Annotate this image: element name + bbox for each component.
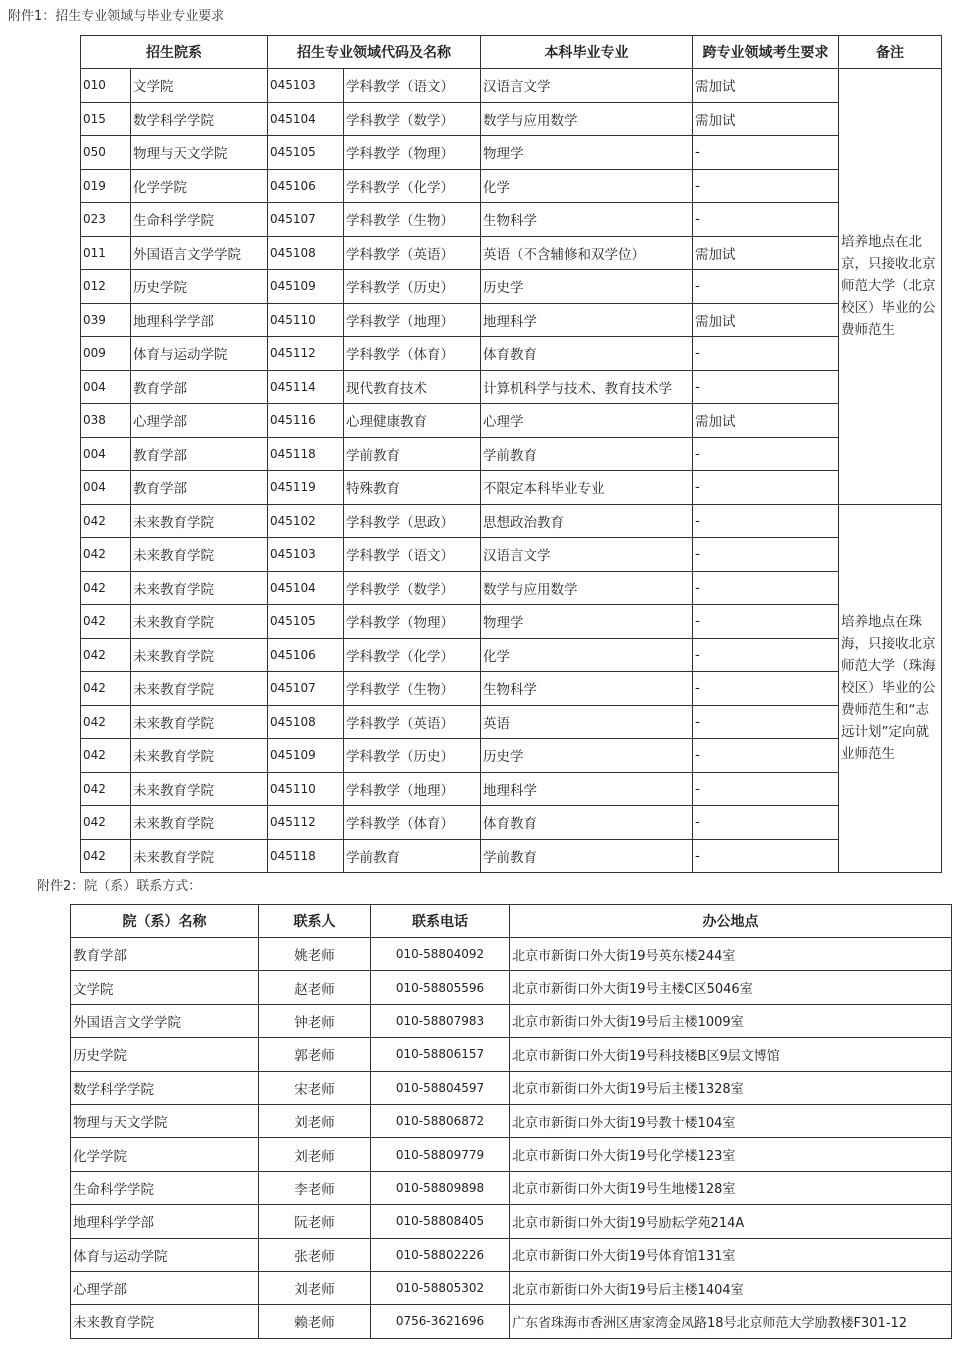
phone-cell: 010-58805596 — [371, 971, 510, 1004]
table-row — [81, 839, 942, 873]
dept-name-cell: 心理学部 — [71, 1271, 259, 1304]
dept-name-cell: 未来教育学院 — [131, 772, 268, 806]
field-name-cell: 学科教学（语文） — [344, 69, 481, 103]
cross-field-requirement-cell: 需加试 — [693, 102, 839, 136]
undergrad-major-cell: 学前教育 — [481, 839, 693, 873]
header-undergrad-major: 本科毕业专业 — [481, 36, 693, 69]
undergrad-major-cell: 生物科学 — [481, 672, 693, 706]
cross-field-requirement-cell: - — [693, 169, 839, 203]
dept-name-cell: 数学科学学院 — [131, 102, 268, 136]
table-row — [81, 672, 942, 706]
header-cross-field-requirement: 跨专业领域考生要求 — [693, 36, 839, 69]
table-row — [81, 404, 942, 438]
dept-name-cell: 未来教育学院 — [131, 839, 268, 873]
dept-name-cell: 化学学院 — [131, 169, 268, 203]
field-code-cell: 045112 — [268, 337, 344, 371]
table-row — [71, 1138, 952, 1171]
dept-code-cell: 038 — [81, 404, 131, 438]
contact-person-cell: 刘老师 — [259, 1104, 371, 1137]
cross-field-requirement-cell: - — [693, 839, 839, 873]
dept-name-cell: 生命科学学院 — [131, 203, 268, 237]
field-code-cell: 045106 — [268, 169, 344, 203]
cross-field-requirement-cell: - — [693, 136, 839, 170]
dept-name-cell: 教育学部 — [71, 938, 259, 971]
dept-code-cell: 042 — [81, 739, 131, 773]
office-address-cell: 北京市新街口外大街19号体育馆131室 — [510, 1238, 952, 1271]
undergrad-major-cell: 汉语言文学 — [481, 69, 693, 103]
table-row — [81, 136, 942, 170]
dept-name-cell: 体育与运动学院 — [131, 337, 268, 371]
table-header-row — [71, 905, 952, 938]
table-row — [71, 1071, 952, 1104]
undergrad-major-cell: 历史学 — [481, 739, 693, 773]
contact-person-cell: 李老师 — [259, 1171, 371, 1204]
table-row — [81, 370, 942, 404]
cross-field-requirement-cell: 需加试 — [693, 404, 839, 438]
dept-name-cell: 外国语言文学学院 — [131, 236, 268, 270]
cross-field-requirement-cell: 需加试 — [693, 69, 839, 103]
table-row — [81, 538, 942, 572]
field-name-cell: 学科教学（体育） — [344, 337, 481, 371]
undergrad-major-cell: 生物科学 — [481, 203, 693, 237]
dept-name-cell: 未来教育学院 — [131, 605, 268, 639]
contact-person-cell: 姚老师 — [259, 938, 371, 971]
dept-code-cell: 004 — [81, 437, 131, 471]
cross-field-requirement-cell: - — [693, 437, 839, 471]
table-row — [81, 337, 942, 371]
cross-field-requirement-cell: - — [693, 772, 839, 806]
table-row — [81, 236, 942, 270]
field-name-cell: 学科教学（历史） — [344, 739, 481, 773]
dept-code-cell: 042 — [81, 638, 131, 672]
field-name-cell: 学科教学（体育） — [344, 806, 481, 840]
dept-name-cell: 未来教育学院 — [131, 538, 268, 572]
dept-name-cell: 文学院 — [71, 971, 259, 1004]
cross-field-requirement-cell: - — [693, 337, 839, 371]
cross-field-requirement-cell: - — [693, 806, 839, 840]
dept-name-cell: 教育学部 — [131, 437, 268, 471]
dept-name-cell: 数学科学学院 — [71, 1071, 259, 1104]
undergrad-major-cell: 汉语言文学 — [481, 538, 693, 572]
table-row — [71, 1171, 952, 1204]
dept-name-cell: 历史学院 — [71, 1038, 259, 1071]
field-code-cell: 045114 — [268, 370, 344, 404]
major-requirements-table — [80, 35, 942, 873]
field-code-cell: 045104 — [268, 571, 344, 605]
dept-code-cell: 042 — [81, 672, 131, 706]
table-row — [81, 772, 942, 806]
undergrad-major-cell: 英语 — [481, 705, 693, 739]
field-code-cell: 045109 — [268, 270, 344, 304]
dept-name-cell: 化学学院 — [71, 1138, 259, 1171]
dept-name-cell: 未来教育学院 — [131, 739, 268, 773]
field-name-cell: 学科教学（英语） — [344, 705, 481, 739]
table-row — [81, 437, 942, 471]
office-address-cell: 广东省珠海市香洲区唐家湾金凤路18号北京师范大学励教楼F301-12 — [510, 1305, 952, 1338]
office-address-cell: 北京市新街口外大街19号励耘学苑214A — [510, 1205, 952, 1238]
table-row — [71, 938, 952, 971]
field-name-cell: 学科教学（数学） — [344, 102, 481, 136]
office-address-cell: 北京市新街口外大街19号化学楼123室 — [510, 1138, 952, 1171]
attachment2-caption: 附件2：院（系）联系方式： — [37, 879, 202, 894]
contact-person-cell: 阮老师 — [259, 1205, 371, 1238]
cross-field-requirement-cell: 需加试 — [693, 303, 839, 337]
field-name-cell: 学科教学（化学） — [344, 638, 481, 672]
table-row — [71, 1205, 952, 1238]
table-row — [71, 1104, 952, 1137]
undergrad-major-cell: 化学 — [481, 169, 693, 203]
dept-name-cell: 未来教育学院 — [71, 1305, 259, 1338]
table-row — [81, 638, 942, 672]
field-code-cell: 045118 — [268, 437, 344, 471]
cross-field-requirement-cell: - — [693, 571, 839, 605]
undergrad-major-cell: 思想政治教育 — [481, 504, 693, 538]
remark-beijing-cell: 培养地点在北京，只接收北京师范大学（北京校区）毕业的公费师范生 — [839, 69, 942, 505]
major-requirements-body — [81, 69, 942, 873]
dept-code-cell: 009 — [81, 337, 131, 371]
office-address-cell: 北京市新街口外大街19号后主楼1328室 — [510, 1071, 952, 1104]
dept-code-cell: 011 — [81, 236, 131, 270]
header-field-code-name: 招生专业领域代码及名称 — [268, 36, 481, 69]
dept-name-cell: 心理学部 — [131, 404, 268, 438]
phone-cell: 010-58804092 — [371, 938, 510, 971]
dept-name-cell: 未来教育学院 — [131, 571, 268, 605]
phone-cell: 010-58806157 — [371, 1038, 510, 1071]
dept-code-cell: 010 — [81, 69, 131, 103]
dept-name-cell: 体育与运动学院 — [71, 1238, 259, 1271]
dept-code-cell: 042 — [81, 605, 131, 639]
dept-code-cell: 042 — [81, 538, 131, 572]
field-name-cell: 学科教学（数学） — [344, 571, 481, 605]
cross-field-requirement-cell: - — [693, 538, 839, 572]
office-address-cell: 北京市新街口外大街19号科技楼B区9层文博馆 — [510, 1038, 952, 1071]
undergrad-major-cell: 物理学 — [481, 136, 693, 170]
phone-cell: 010-58802226 — [371, 1238, 510, 1271]
dept-name-cell: 物理与天文学院 — [131, 136, 268, 170]
table-row — [71, 1038, 952, 1071]
table-row — [81, 806, 942, 840]
field-code-cell: 045104 — [268, 102, 344, 136]
contact-person-cell: 刘老师 — [259, 1271, 371, 1304]
dept-code-cell: 042 — [81, 839, 131, 873]
cross-field-requirement-cell: - — [693, 504, 839, 538]
contact-person-cell: 郭老师 — [259, 1038, 371, 1071]
dept-name-cell: 地理科学学部 — [71, 1205, 259, 1238]
dept-name-cell: 教育学部 — [131, 471, 268, 505]
contact-body — [71, 938, 952, 1339]
header-phone: 联系电话 — [371, 905, 510, 938]
phone-cell: 010-58809898 — [371, 1171, 510, 1204]
undergrad-major-cell: 计算机科学与技术、教育技术学 — [481, 370, 693, 404]
dept-code-cell: 019 — [81, 169, 131, 203]
dept-name-cell: 地理科学学部 — [131, 303, 268, 337]
field-code-cell: 045118 — [268, 839, 344, 873]
dept-name-cell: 教育学部 — [131, 370, 268, 404]
phone-cell: 010-58809779 — [371, 1138, 510, 1171]
undergrad-major-cell: 体育教育 — [481, 806, 693, 840]
dept-code-cell: 012 — [81, 270, 131, 304]
table-row — [81, 504, 942, 538]
phone-cell: 010-58808405 — [371, 1205, 510, 1238]
field-name-cell: 特殊教育 — [344, 471, 481, 505]
dept-name-cell: 未来教育学院 — [131, 806, 268, 840]
undergrad-major-cell: 不限定本科毕业专业 — [481, 471, 693, 505]
field-name-cell: 学科教学（历史） — [344, 270, 481, 304]
table-row — [81, 605, 942, 639]
undergrad-major-cell: 体育教育 — [481, 337, 693, 371]
phone-cell: 010-58806872 — [371, 1104, 510, 1137]
header-contact-person: 联系人 — [259, 905, 371, 938]
dept-code-cell: 023 — [81, 203, 131, 237]
table-row — [81, 169, 942, 203]
undergrad-major-cell: 物理学 — [481, 605, 693, 639]
dept-code-cell: 042 — [81, 806, 131, 840]
contact-person-cell: 赵老师 — [259, 971, 371, 1004]
field-name-cell: 现代教育技术 — [344, 370, 481, 404]
dept-code-cell: 042 — [81, 571, 131, 605]
undergrad-major-cell: 历史学 — [481, 270, 693, 304]
undergrad-major-cell: 英语（不含辅修和双学位） — [481, 236, 693, 270]
office-address-cell: 北京市新街口外大街19号生地楼128室 — [510, 1171, 952, 1204]
field-name-cell: 学前教育 — [344, 839, 481, 873]
contact-person-cell: 钟老师 — [259, 1004, 371, 1037]
cross-field-requirement-cell: - — [693, 471, 839, 505]
undergrad-major-cell: 地理科学 — [481, 303, 693, 337]
attachment1-caption: 附件1：招生专业领域与毕业专业要求 — [8, 9, 225, 24]
dept-name-cell: 外国语言文学学院 — [71, 1004, 259, 1037]
table-row — [71, 1305, 952, 1338]
dept-code-cell: 042 — [81, 504, 131, 538]
dept-name-cell: 未来教育学院 — [131, 672, 268, 706]
field-name-cell: 学科教学（语文） — [344, 538, 481, 572]
cross-field-requirement-cell: - — [693, 605, 839, 639]
table-row — [71, 1271, 952, 1304]
header-office: 办公地点 — [510, 905, 952, 938]
dept-code-cell: 039 — [81, 303, 131, 337]
field-code-cell: 045110 — [268, 303, 344, 337]
field-code-cell: 045102 — [268, 504, 344, 538]
undergrad-major-cell: 数学与应用数学 — [481, 571, 693, 605]
field-code-cell: 045109 — [268, 739, 344, 773]
contact-person-cell: 张老师 — [259, 1238, 371, 1271]
undergrad-major-cell: 数学与应用数学 — [481, 102, 693, 136]
cross-field-requirement-cell: - — [693, 705, 839, 739]
table-row — [81, 102, 942, 136]
field-code-cell: 045107 — [268, 672, 344, 706]
field-name-cell: 学科教学（物理） — [344, 136, 481, 170]
office-address-cell: 北京市新街口外大街19号教十楼104室 — [510, 1104, 952, 1137]
undergrad-major-cell: 心理学 — [481, 404, 693, 438]
undergrad-major-cell: 化学 — [481, 638, 693, 672]
cross-field-requirement-cell: - — [693, 370, 839, 404]
field-code-cell: 045116 — [268, 404, 344, 438]
dept-name-cell: 未来教育学院 — [131, 705, 268, 739]
dept-code-cell: 050 — [81, 136, 131, 170]
field-code-cell: 045119 — [268, 471, 344, 505]
table-row — [81, 471, 942, 505]
table-row — [71, 971, 952, 1004]
table-row — [81, 303, 942, 337]
phone-cell: 010-58804597 — [371, 1071, 510, 1104]
table-row — [81, 270, 942, 304]
phone-cell: 0756-3621696 — [371, 1305, 510, 1338]
dept-name-cell: 未来教育学院 — [131, 638, 268, 672]
header-department: 招生院系 — [81, 36, 268, 69]
contact-person-cell: 宋老师 — [259, 1071, 371, 1104]
table-row — [81, 571, 942, 605]
phone-cell: 010-58807983 — [371, 1004, 510, 1037]
cross-field-requirement-cell: - — [693, 672, 839, 706]
cross-field-requirement-cell: - — [693, 638, 839, 672]
dept-name-cell: 未来教育学院 — [131, 504, 268, 538]
field-code-cell: 045108 — [268, 236, 344, 270]
dept-code-cell: 042 — [81, 705, 131, 739]
field-code-cell: 045103 — [268, 538, 344, 572]
field-name-cell: 学科教学（生物） — [344, 203, 481, 237]
field-name-cell: 学科教学（生物） — [344, 672, 481, 706]
field-code-cell: 045108 — [268, 705, 344, 739]
dept-name-cell: 文学院 — [131, 69, 268, 103]
table-row — [71, 1004, 952, 1037]
dept-name-cell: 物理与天文学院 — [71, 1104, 259, 1137]
dept-code-cell: 004 — [81, 370, 131, 404]
dept-code-cell: 004 — [81, 471, 131, 505]
field-code-cell: 045110 — [268, 772, 344, 806]
field-code-cell: 045103 — [268, 69, 344, 103]
table-row — [81, 705, 942, 739]
contact-person-cell: 赖老师 — [259, 1305, 371, 1338]
dept-name-cell: 生命科学学院 — [71, 1171, 259, 1204]
field-name-cell: 学科教学（地理） — [344, 303, 481, 337]
remark-zhuhai-cell: 培养地点在珠海，只接收北京师范大学（珠海校区）毕业的公费师范生和“志远计划”定向就业师范生 — [839, 504, 942, 873]
cross-field-requirement-cell: 需加试 — [693, 236, 839, 270]
undergrad-major-cell: 学前教育 — [481, 437, 693, 471]
phone-cell: 010-58805302 — [371, 1271, 510, 1304]
field-name-cell: 学科教学（英语） — [344, 236, 481, 270]
cross-field-requirement-cell: - — [693, 203, 839, 237]
table-row — [71, 1238, 952, 1271]
office-address-cell: 北京市新街口外大街19号英东楼244室 — [510, 938, 952, 971]
contact-table — [70, 904, 952, 1339]
field-name-cell: 学前教育 — [344, 437, 481, 471]
header-remarks: 备注 — [839, 36, 942, 69]
field-name-cell: 学科教学（物理） — [344, 605, 481, 639]
header-dept-name: 院（系）名称 — [71, 905, 259, 938]
field-name-cell: 学科教学（地理） — [344, 772, 481, 806]
field-code-cell: 045105 — [268, 605, 344, 639]
table-row — [81, 739, 942, 773]
dept-code-cell: 042 — [81, 772, 131, 806]
table-header-row — [81, 36, 942, 69]
field-code-cell: 045105 — [268, 136, 344, 170]
office-address-cell: 北京市新街口外大街19号后主楼1404室 — [510, 1271, 952, 1304]
field-name-cell: 学科教学（化学） — [344, 169, 481, 203]
cross-field-requirement-cell: - — [693, 739, 839, 773]
field-code-cell: 045107 — [268, 203, 344, 237]
cross-field-requirement-cell: - — [693, 270, 839, 304]
undergrad-major-cell: 地理科学 — [481, 772, 693, 806]
dept-name-cell: 历史学院 — [131, 270, 268, 304]
table-row — [81, 69, 942, 103]
office-address-cell: 北京市新街口外大街19号后主楼1009室 — [510, 1004, 952, 1037]
field-name-cell: 心理健康教育 — [344, 404, 481, 438]
field-code-cell: 045112 — [268, 806, 344, 840]
field-name-cell: 学科教学（思政） — [344, 504, 481, 538]
contact-person-cell: 刘老师 — [259, 1138, 371, 1171]
office-address-cell: 北京市新街口外大街19号主楼C区5046室 — [510, 971, 952, 1004]
table-row — [81, 203, 942, 237]
field-code-cell: 045106 — [268, 638, 344, 672]
dept-code-cell: 015 — [81, 102, 131, 136]
